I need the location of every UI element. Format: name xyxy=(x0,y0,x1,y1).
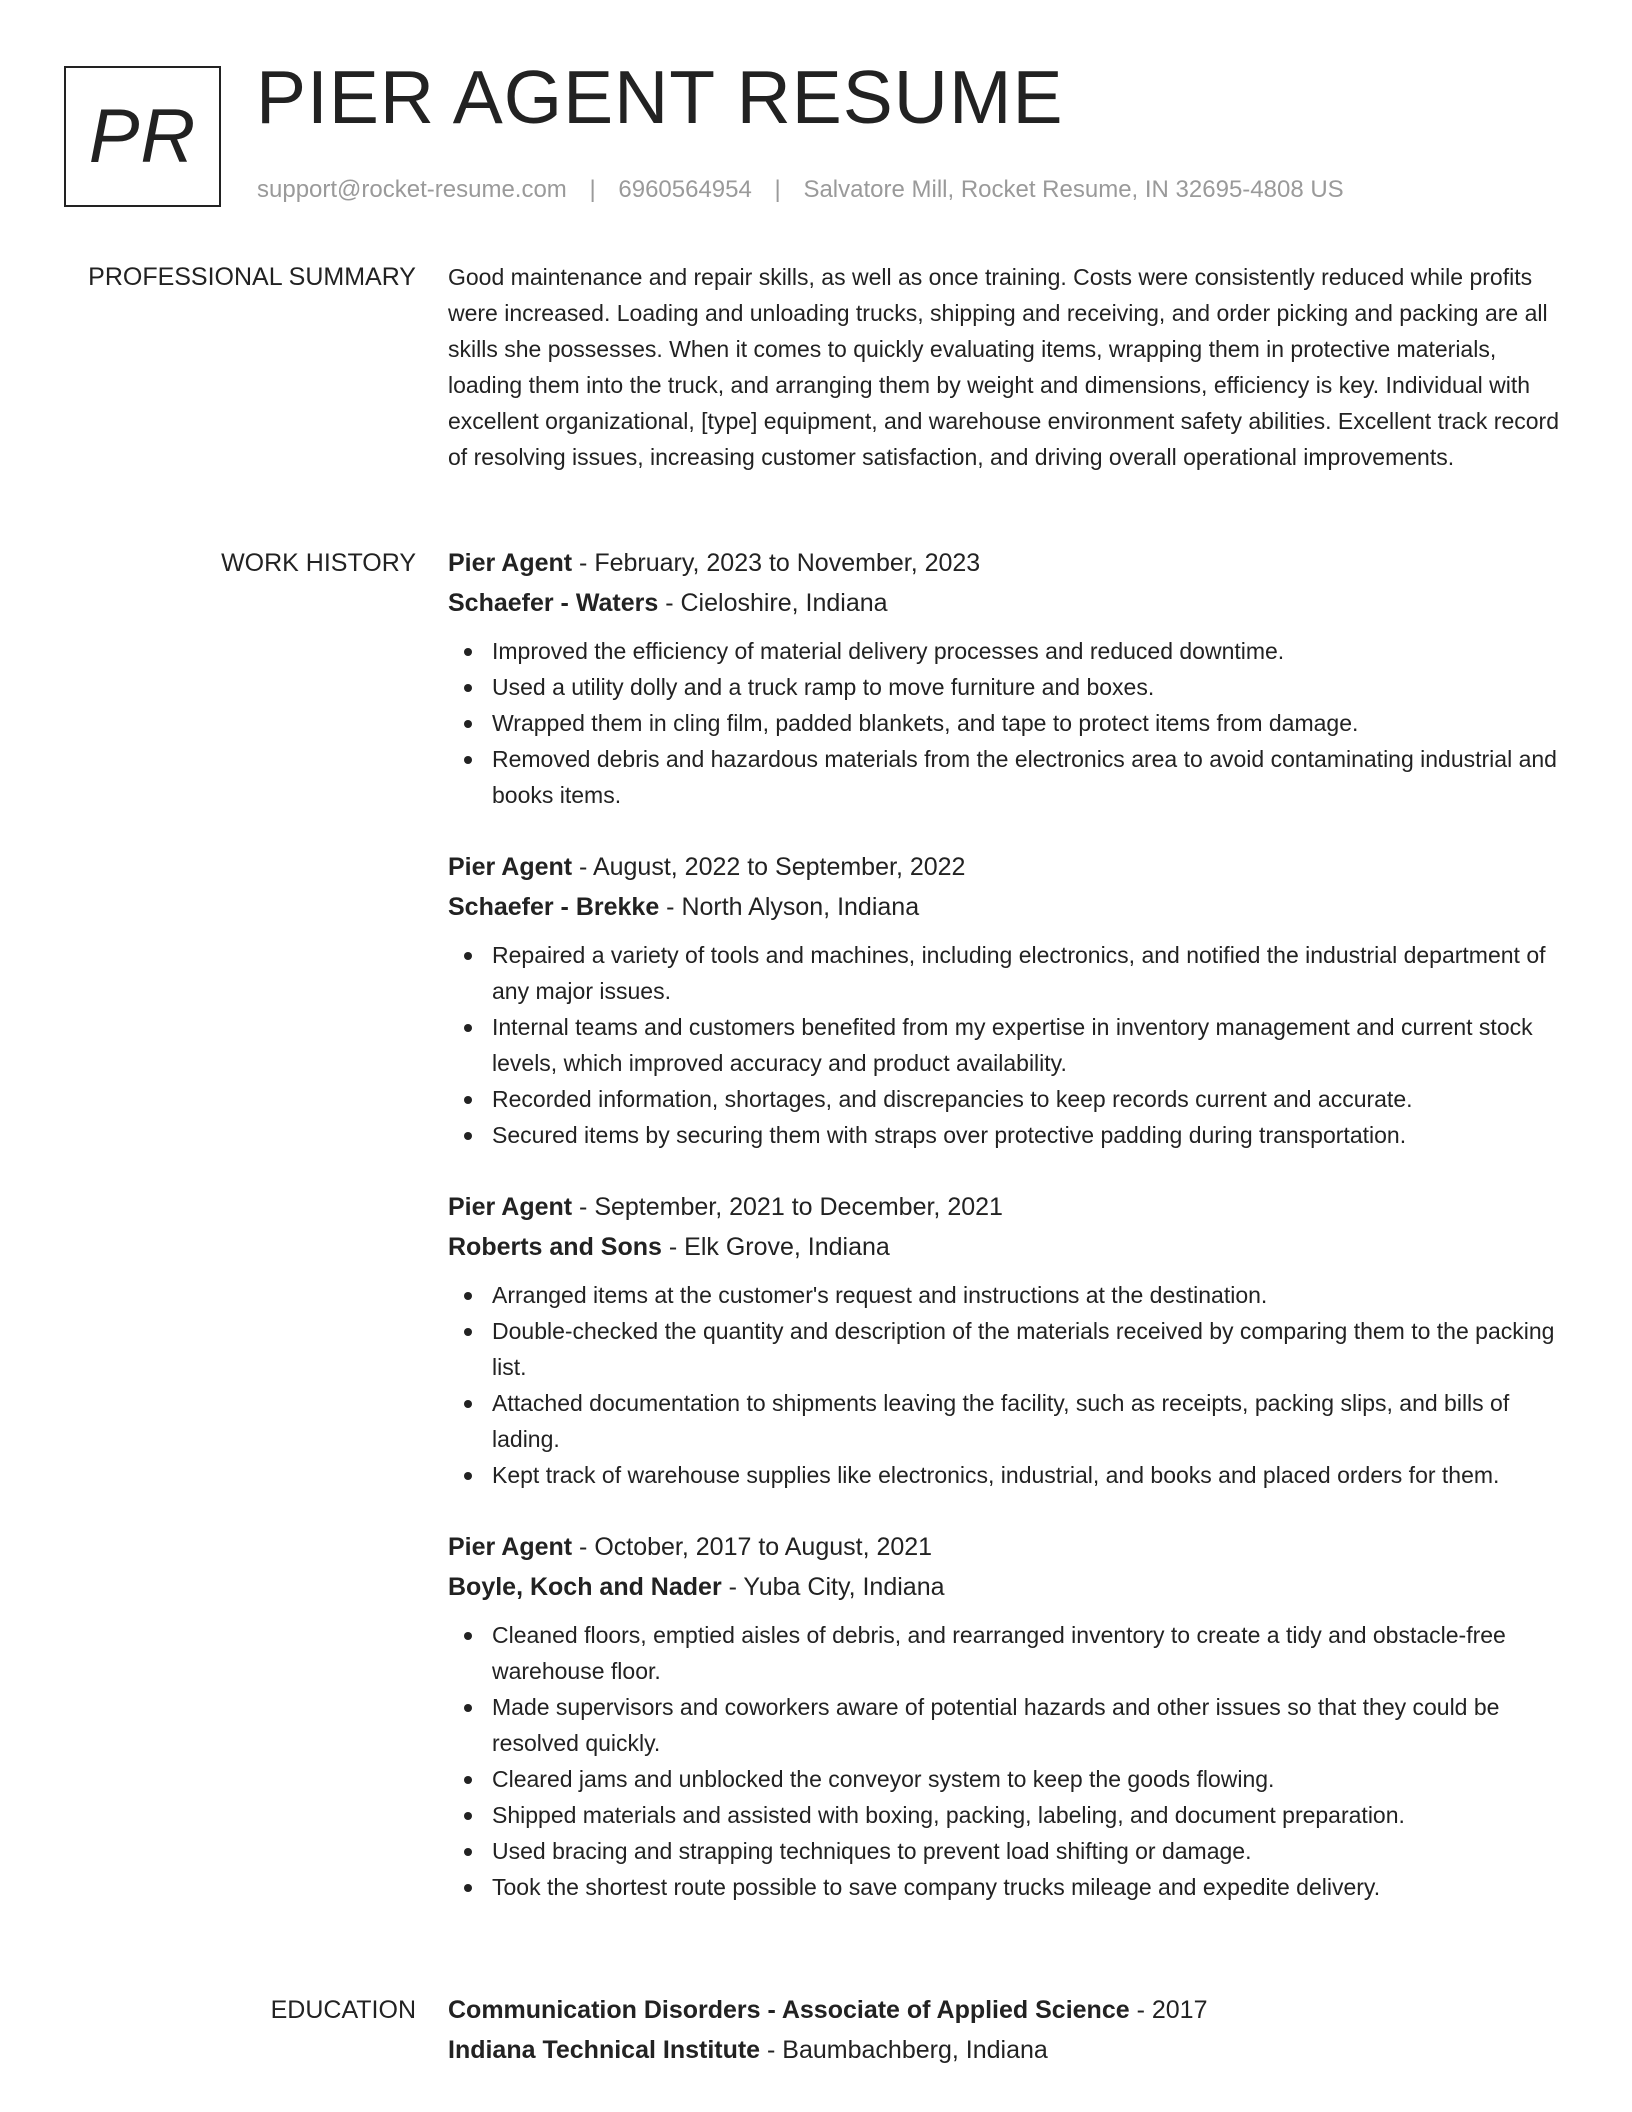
job-title-line xyxy=(448,1187,1560,1227)
job-title-line xyxy=(448,1527,1560,1567)
job-bullet: Used bracing and strapping techniques to prevent load shifting or damage. xyxy=(448,1833,1560,1869)
job-title: Pier Agent xyxy=(448,1193,573,1221)
job-company: Boyle, Koch and Nader xyxy=(448,1573,722,1601)
job-title: Pier Agent xyxy=(448,853,573,881)
job-company-line xyxy=(448,1227,1560,1267)
job-title: Pier Agent xyxy=(448,1533,573,1561)
job-bullet: Double-checked the quantity and description of the materials received by comparing them to the packing list. xyxy=(448,1313,1560,1385)
monogram-initials: PR xyxy=(88,93,197,179)
education-location: - Baumbachberg, Indiana xyxy=(760,2036,1048,2064)
education-degree-line xyxy=(448,1990,1560,2030)
job-location: - Cieloshire, Indiana xyxy=(658,589,888,617)
job-bullet: Secured items by securing them with straps over protective padding during transportation. xyxy=(448,1117,1560,1153)
job-entry xyxy=(448,543,1560,813)
section-label-education: EDUCATION xyxy=(270,1996,416,2024)
job-company: Roberts and Sons xyxy=(448,1233,662,1261)
education-school-line xyxy=(448,2030,1560,2070)
job-bullet: Took the shortest route possible to save company trucks mileage and expedite delivery. xyxy=(448,1869,1560,1905)
job-bullet: Wrapped them in cling film, padded blankets, and tape to protect items from damage. xyxy=(448,705,1560,741)
work-history-body xyxy=(448,543,1560,1939)
contact-address: Salvatore Mill, Rocket Resume, IN 32695-4808 US xyxy=(803,176,1344,203)
job-title-line xyxy=(448,847,1560,887)
job-company-line xyxy=(448,1567,1560,1607)
job-bullet: Shipped materials and assisted with boxing, packing, labeling, and document preparation. xyxy=(448,1797,1560,1833)
job-bullet: Arranged items at the customer's request and instructions at the destination. xyxy=(448,1277,1560,1313)
contact-separator: | xyxy=(774,176,781,203)
job-dates: - September, 2021 to December, 2021 xyxy=(572,1193,1003,1221)
job-bullet: Cleared jams and unblocked the conveyor system to keep the goods flowing. xyxy=(448,1761,1560,1797)
job-company: Schaefer - Brekke xyxy=(448,893,660,921)
job-entry xyxy=(448,847,1560,1153)
job-bullet: Repaired a variety of tools and machines, including electronics, and notified the industrial department of any major issues. xyxy=(448,937,1560,1009)
job-dates: - August, 2022 to September, 2022 xyxy=(572,853,966,881)
job-bullet: Recorded information, shortages, and discrepancies to keep records current and accurate. xyxy=(448,1081,1560,1117)
job-location: - Yuba City, Indiana xyxy=(721,1573,945,1601)
job-bullet: Used a utility dolly and a truck ramp to move furniture and boxes. xyxy=(448,669,1560,705)
job-bullet: Improved the efficiency of material delivery processes and reduced downtime. xyxy=(448,633,1560,669)
job-bullet: Internal teams and customers benefited from my expertise in inventory management and current stock levels, which improved accuracy and product availability. xyxy=(448,1009,1560,1081)
contact-email[interactable]: support@rocket-resume.com xyxy=(257,176,567,203)
summary-text: Good maintenance and repair skills, as well as once training. Costs were consistently reduced while profits were increased. Loading and unloading trucks, shipping and receiving, and order picking and packing are all skills she possesses. When it comes to quickly evaluating items, wrapping them in protective materials, loading them into the truck, and arranging them by weight and dimensions, efficiency is key. Individual with excellent organizational, [type] equipment, and warehouse environment safety abilities. Excellent track record of resolving issues, increasing customer satisfaction, and driving overall operational improvements. xyxy=(448,264,1559,470)
job-title-line xyxy=(448,543,1560,583)
job-dates: - February, 2023 to November, 2023 xyxy=(572,549,981,577)
job-company: Schaefer - Waters xyxy=(448,589,659,617)
job-location: - Elk Grove, Indiana xyxy=(661,1233,890,1261)
job-bullet: Attached documentation to shipments leaving the facility, such as receipts, packing slips, and bills of lading. xyxy=(448,1385,1560,1457)
job-bullets xyxy=(448,1617,1560,1905)
job-location: - North Alyson, Indiana xyxy=(659,893,920,921)
job-bullet: Made supervisors and coworkers aware of potential hazards and other issues so that they could be resolved quickly. xyxy=(448,1689,1560,1761)
contact-line xyxy=(257,176,1344,205)
contact-separator: | xyxy=(589,176,596,203)
monogram-logo xyxy=(64,66,221,207)
education-degree: Communication Disorders - Associate of Applied Science xyxy=(448,1996,1130,2024)
job-bullet: Removed debris and hazardous materials from the electronics area to avoid contaminating industrial and books items. xyxy=(448,741,1560,813)
job-title: Pier Agent xyxy=(448,549,573,577)
job-dates: - October, 2017 to August, 2021 xyxy=(572,1533,933,1561)
page-title: PIER AGENT RESUME xyxy=(256,55,1064,139)
job-entry xyxy=(448,1187,1560,1493)
job-bullets xyxy=(448,633,1560,813)
job-bullet: Cleaned floors, emptied aisles of debris, and rearranged inventory to create a tidy and obstacle-free warehouse floor. xyxy=(448,1617,1560,1689)
education-body xyxy=(448,1990,1560,2070)
job-company-line xyxy=(448,887,1560,927)
job-bullets xyxy=(448,937,1560,1153)
education-school: Indiana Technical Institute xyxy=(448,2036,761,2064)
section-label-summary: PROFESSIONAL SUMMARY xyxy=(88,263,416,291)
job-entry xyxy=(448,1527,1560,1905)
job-bullets xyxy=(448,1277,1560,1493)
education-year: - 2017 xyxy=(1129,1996,1208,2024)
job-company-line xyxy=(448,583,1560,623)
summary-body xyxy=(448,259,1560,475)
contact-phone[interactable]: 6960564954 xyxy=(618,176,752,203)
job-bullet: Kept track of warehouse supplies like electronics, industrial, and books and placed orders for them. xyxy=(448,1457,1560,1493)
section-label-work-history: WORK HISTORY xyxy=(221,549,416,577)
